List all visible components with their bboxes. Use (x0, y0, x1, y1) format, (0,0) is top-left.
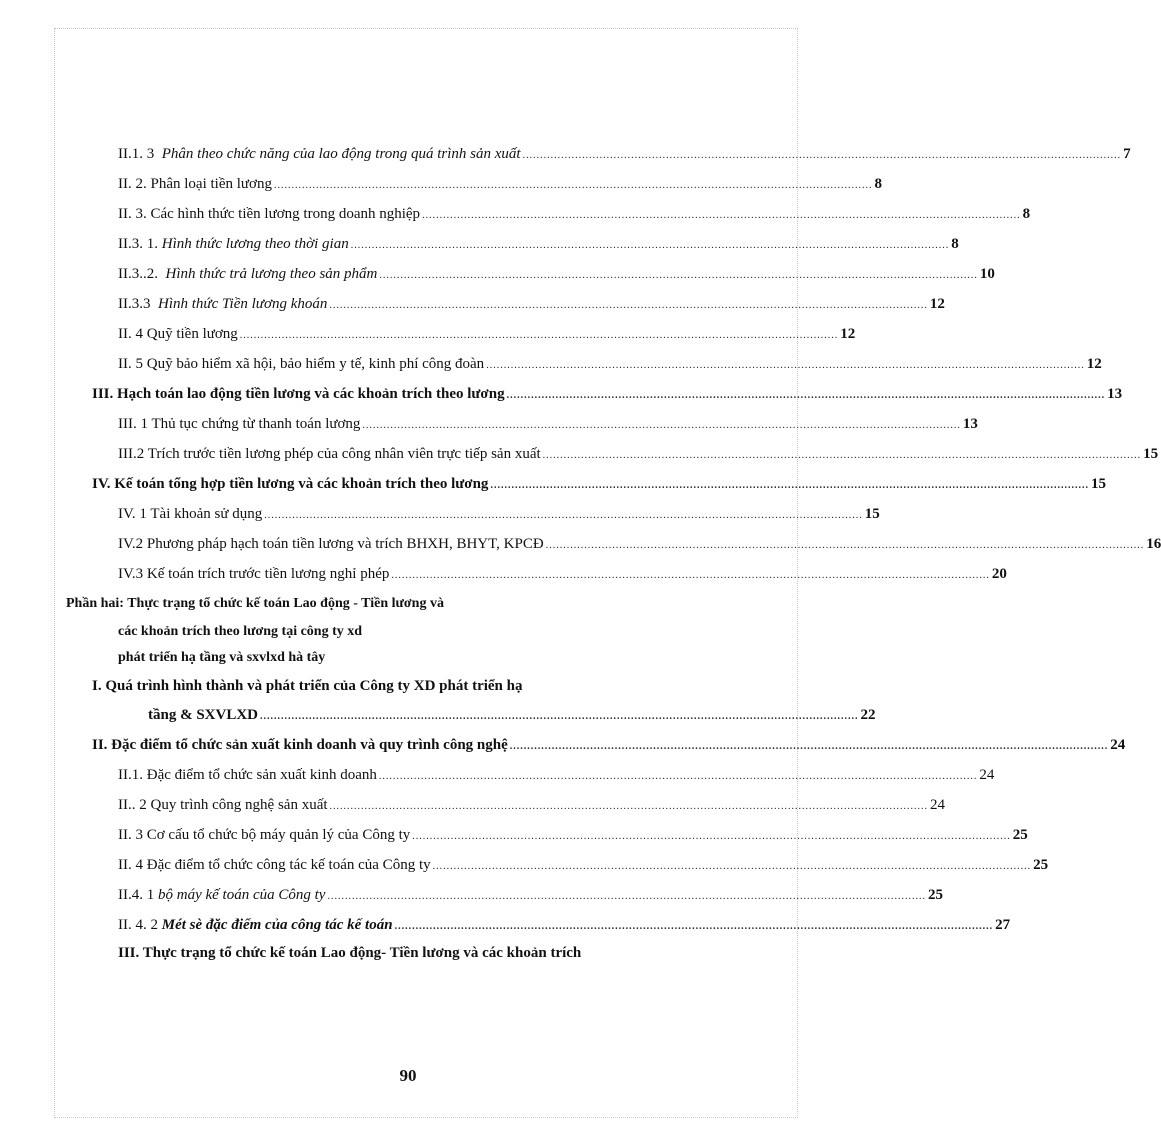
toc-entry[interactable] (118, 885, 943, 907)
page-number: 90 (399, 1066, 417, 1085)
toc-entry[interactable] (148, 705, 876, 727)
toc-page-number: 25 (1033, 857, 1049, 873)
leader-dots: ........................................................................................................................................................................... (522, 150, 1122, 161)
toc-page-number: 15 (864, 506, 880, 522)
toc-entry[interactable] (118, 204, 1031, 226)
toc-entry[interactable] (92, 384, 1123, 406)
toc-label: IV. 1 Tài khoản sử dụng (118, 506, 263, 522)
toc-label: II.3..2. Hình thức trả lương theo sản phẩm (118, 266, 378, 282)
toc-label: II.3. 1. Hình thức lương theo thời gian (118, 236, 349, 252)
toc-page-number: 24 (1110, 737, 1126, 753)
toc-label: III.2 Trích trước tiền lương phép của công nhân viên trực tiếp sản xuất (118, 446, 541, 462)
leader-dots: ........................................................................................................................................................................... (362, 420, 961, 431)
toc-entry[interactable] (118, 354, 1102, 376)
leader-dots: ........................................................................................................................................................................... (412, 831, 1011, 842)
leader-dots: ........................................................................................................................................................................... (422, 210, 1021, 221)
toc-label: IV.3 Kế toán trích trước tiền lương nghỉ phép (118, 566, 390, 582)
toc-label: II.4. 1 bộ máy kế toán của Công ty (118, 887, 326, 903)
toc-page-number: 12 (840, 326, 856, 342)
leader-dots: ........................................................................................................................................................................... (264, 510, 863, 521)
toc-page-number: 24 (979, 767, 995, 783)
toc-page-number: 8 (1022, 206, 1031, 222)
toc-label: II. 4 Đặc điểm tổ chức công tác kế toán của Công ty (118, 857, 431, 873)
toc-page-number: 8 (874, 176, 882, 192)
toc-page-number: 12 (1086, 356, 1102, 372)
toc-page-number: 10 (979, 266, 995, 282)
part-two-heading-line2: các khoản trích theo lương tại công ty xd (118, 624, 363, 639)
toc-label: II. 3. Các hình thức tiền lương trong doanh nghiệp (118, 206, 421, 222)
leader-dots: ........................................................................................................................................................................... (260, 711, 859, 722)
toc-entry[interactable] (92, 735, 1126, 757)
toc-entry[interactable] (92, 474, 1106, 496)
leader-dots: ........................................................................................................................................................................... (239, 330, 839, 341)
leader-dots: ........................................................................................................................................................................... (394, 921, 994, 932)
toc-page-number: 20 (991, 566, 1007, 582)
toc-label: II. 3 Cơ cấu tổ chức bộ máy quản lý của Công ty (118, 827, 411, 843)
toc-label: III. 1 Thủ tục chứng từ thanh toán lương (118, 416, 361, 432)
toc-entry[interactable] (118, 825, 1028, 847)
part-two-heading-line3: phát triển hạ tầng và sxvlxd hà tây (118, 650, 326, 665)
toc-label: IV.2 Phương pháp hạch toán tiền lương và trích BHXH, BHYT, KPCĐ (118, 536, 544, 552)
toc-label: tầng & SXVLXD (148, 707, 259, 723)
toc-label: II. 5 Quỹ bảo hiểm xã hội, bảo hiểm y tế, kinh phí công đoàn (118, 356, 485, 372)
leader-dots: ........................................................................................................................................................................... (509, 741, 1109, 752)
toc-entry[interactable] (118, 855, 1049, 877)
toc-entry[interactable] (118, 264, 995, 286)
toc-label: III. Hạch toán lao động tiền lương và các khoản trích theo lương (92, 386, 505, 402)
leader-dots: ........................................................................................................................................................................... (327, 891, 926, 902)
toc-page-number: 8 (951, 236, 959, 252)
part-two-heading: Phần hai: Thực trạng tổ chức kế toán Lao động - Tiền lương và (66, 596, 444, 611)
toc-entry[interactable] (118, 144, 1131, 166)
toc-entry-heading[interactable]: III. Thực trạng tổ chức kế toán Lao động- Tiền lương và các khoản trích (118, 945, 582, 961)
toc-page-number: 13 (1107, 386, 1123, 402)
toc-label: II.3.3 Hình thức Tiền lương khoán (118, 296, 328, 312)
toc-entry[interactable] (118, 534, 1161, 556)
toc-label: II. 2. Phân loại tiền lương (118, 176, 272, 192)
leader-dots: ........................................................................................................................................................................... (273, 180, 873, 191)
toc-entry[interactable] (118, 795, 946, 817)
toc-entry-heading-line1[interactable]: I. Quá trình hình thành và phát triển của Công ty XD phát triển hạ (92, 678, 523, 694)
toc-entry[interactable] (118, 444, 1159, 466)
toc-label: IV. Kế toán tổng hợp tiền lương và các khoản trích theo lương (92, 476, 489, 492)
leader-dots: ........................................................................................................................................................................... (486, 360, 1085, 371)
leader-dots: ........................................................................................................................................................................... (545, 540, 1145, 551)
leader-dots: ........................................................................................................................................................................... (329, 300, 928, 311)
toc-page-number: 24 (930, 797, 946, 813)
toc-label: II. Đặc điểm tổ chức sản xuất kinh doanh và quy trình công nghệ (92, 737, 508, 753)
toc-label: II.1. 3 Phân theo chức năng của lao động trong quá trình sản xuất (118, 146, 521, 162)
toc-entry[interactable] (118, 234, 959, 256)
toc-entry[interactable] (118, 765, 995, 787)
toc-label: II.. 2 Quy trình công nghệ sản xuất (118, 797, 328, 813)
leader-dots: ........................................................................................................................................................................... (350, 240, 950, 251)
toc-entry[interactable] (118, 414, 978, 436)
toc-page-number: 25 (927, 887, 943, 903)
toc-entry[interactable] (118, 504, 880, 526)
leader-dots: ........................................................................................................................................................................... (490, 480, 1089, 491)
toc-page-number: 15 (1090, 476, 1106, 492)
toc-entry[interactable] (118, 564, 1007, 586)
toc-page-number: 25 (1012, 827, 1028, 843)
toc-entry[interactable] (118, 294, 945, 316)
leader-dots: ........................................................................................................................................................................... (378, 771, 978, 782)
leader-dots: ........................................................................................................................................................................... (379, 270, 978, 281)
toc-page-number: 12 (929, 296, 945, 312)
toc-page-number: 27 (995, 917, 1011, 933)
toc-label: II. 4. 2 Mét sè đặc điểm của công tác kế toán (118, 917, 393, 933)
toc-label: II. 4 Quỹ tiền lương (118, 326, 238, 342)
leader-dots: ........................................................................................................................................................................... (506, 390, 1106, 401)
leader-dots: ........................................................................................................................................................................... (542, 450, 1142, 461)
leader-dots: ........................................................................................................................................................................... (329, 801, 929, 812)
toc-page-number: 16 (1146, 536, 1161, 552)
toc-page-number: 13 (962, 416, 978, 432)
toc-entry[interactable] (118, 324, 856, 346)
toc-label: II.1. Đặc điểm tổ chức sản xuất kinh doanh (118, 767, 377, 783)
leader-dots: ........................................................................................................................................................................... (391, 570, 990, 581)
leader-dots: ........................................................................................................................................................................... (432, 861, 1032, 872)
toc-page-number: 15 (1143, 446, 1159, 462)
toc-page-number: 7 (1123, 146, 1131, 162)
toc-entry[interactable] (118, 915, 1011, 937)
toc-entry[interactable] (118, 174, 882, 196)
toc-page-number: 22 (860, 707, 876, 723)
